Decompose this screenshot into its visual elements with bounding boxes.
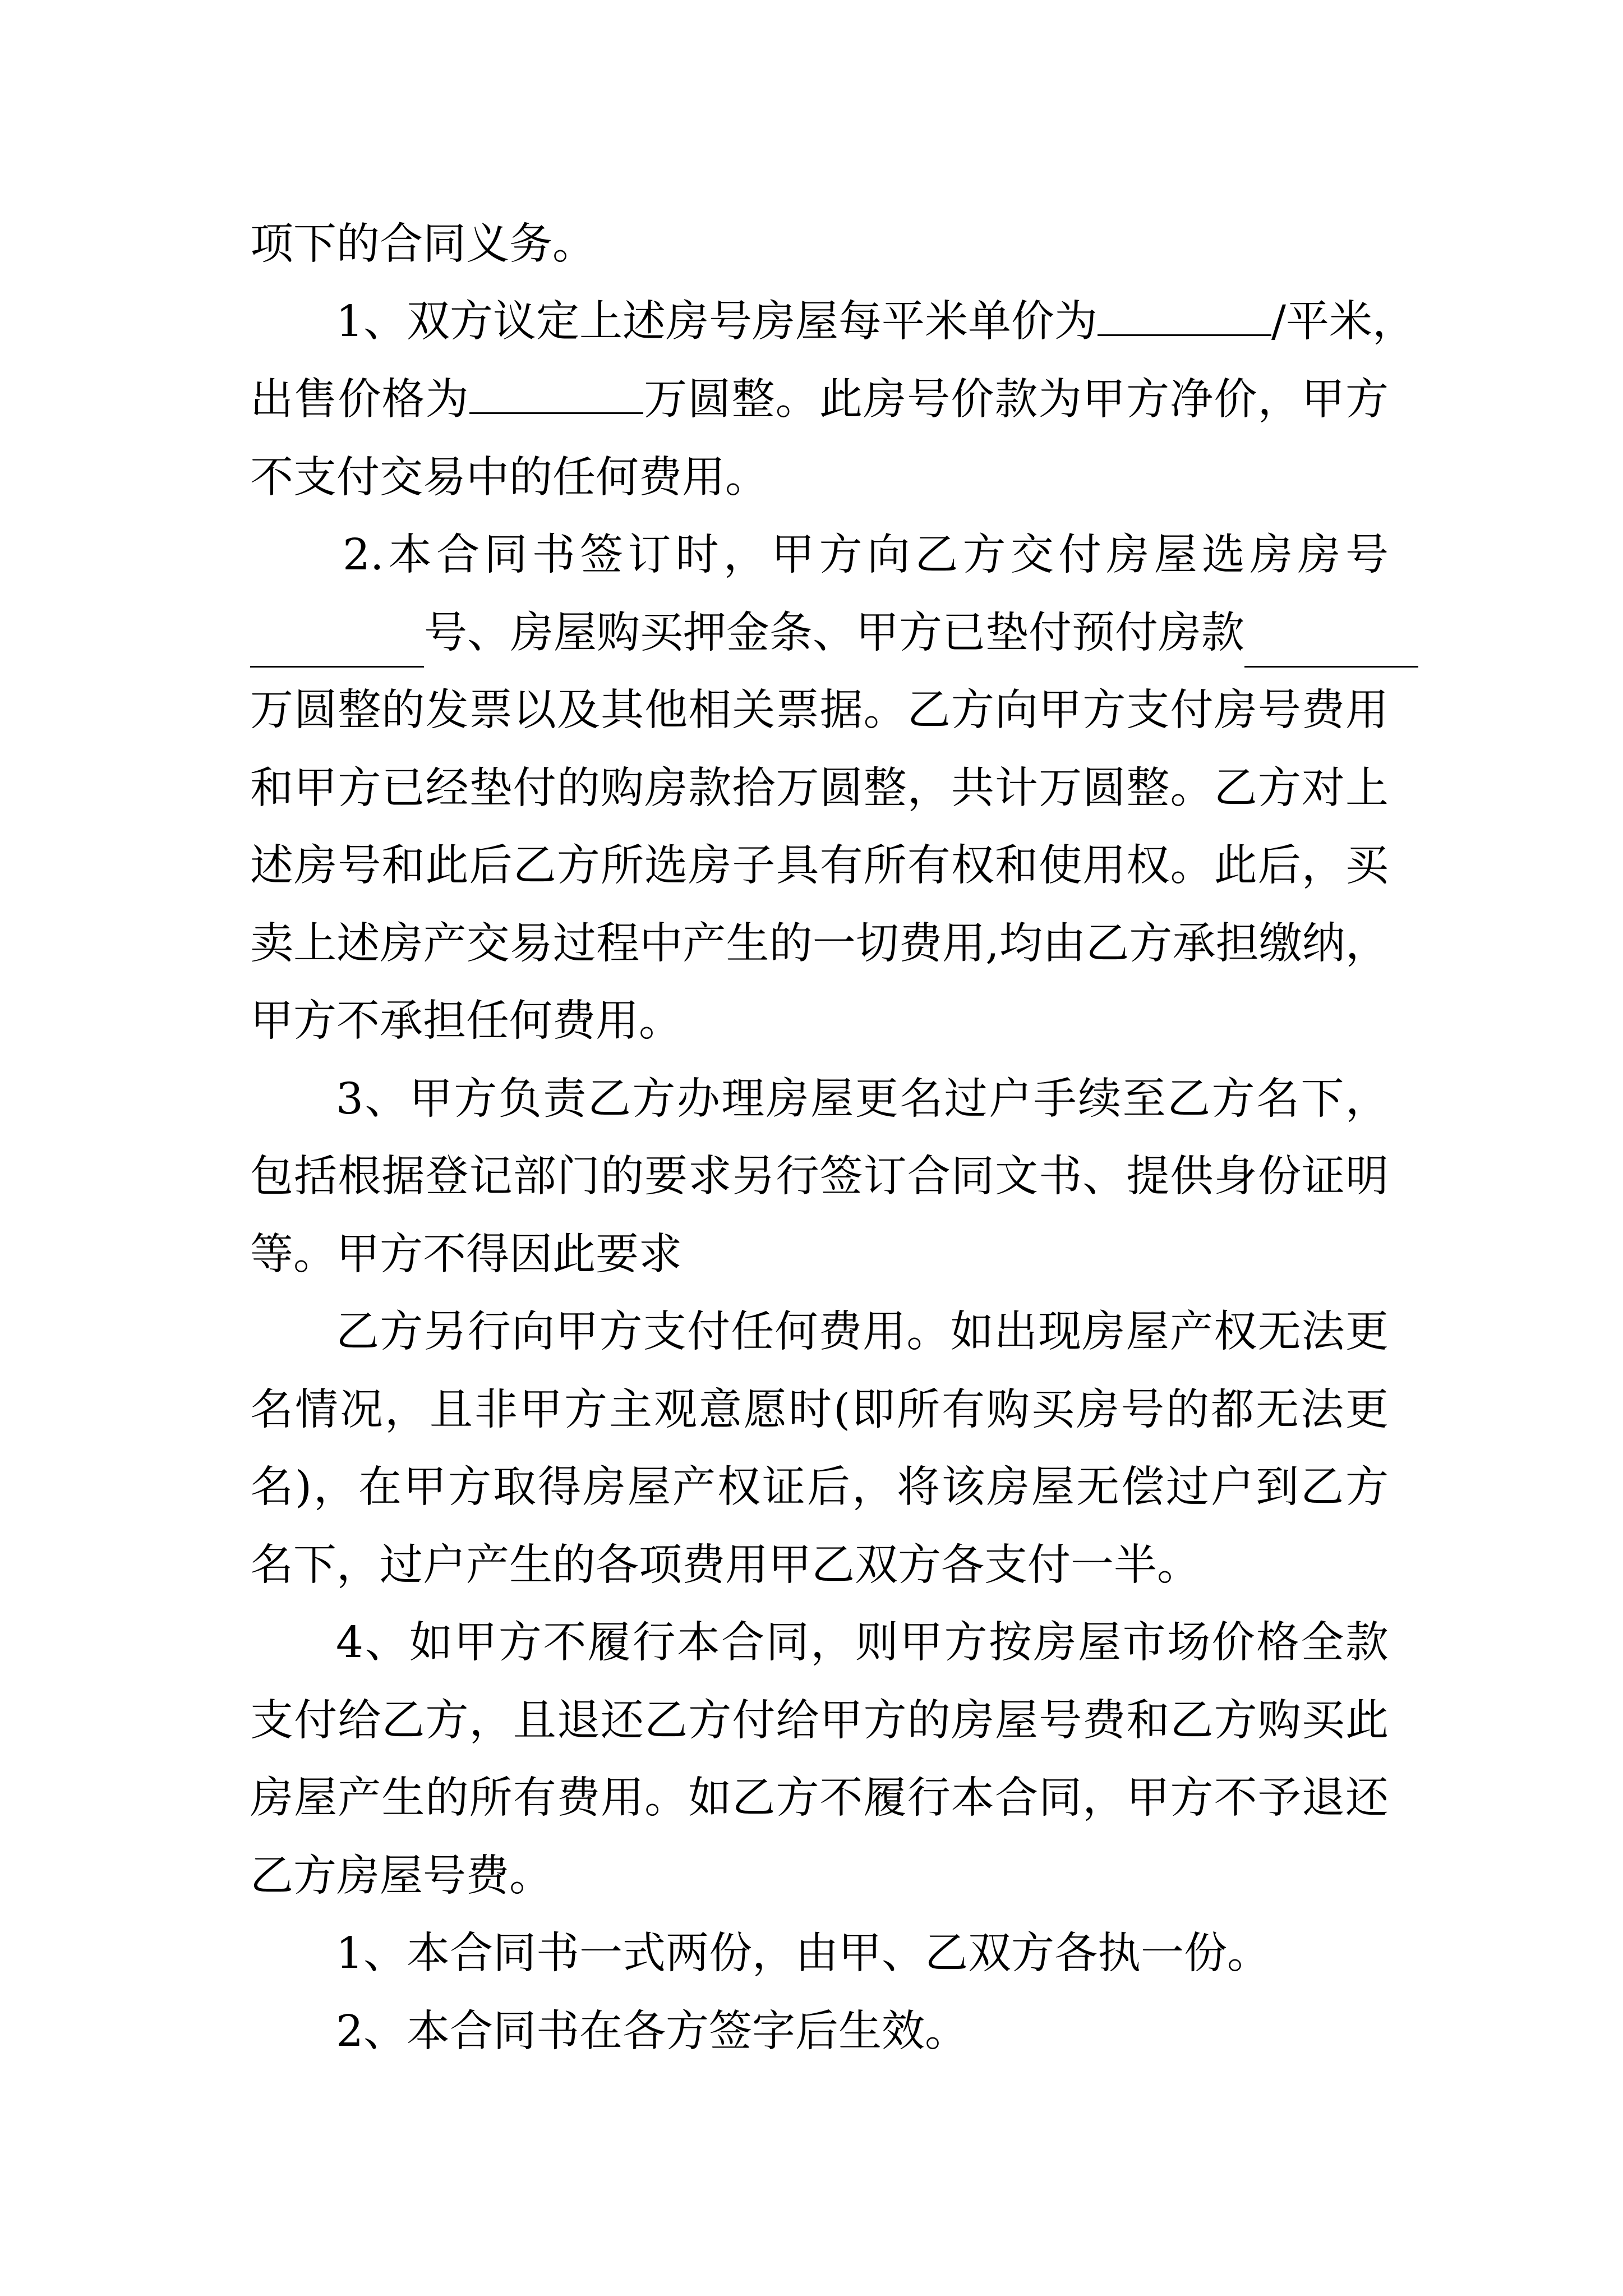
fill-in-blank-total-price [469, 380, 643, 414]
paragraph-line [250, 671, 1389, 750]
paragraph-line [250, 1216, 1389, 1294]
line-text: 项下的合同义务。 [250, 219, 596, 269]
paragraph-line [250, 827, 1389, 905]
line-text: 卖上述房产交易过程中产生的一切费用,均由乙方承担缴纳， [250, 919, 1389, 969]
fill-in-blank-prepaid-amount [1244, 633, 1418, 668]
paragraph-line [250, 594, 1389, 673]
line-text: 名下，过户产生的各项费用甲乙双方各支付一半。 [250, 1540, 1200, 1590]
paragraph-line [250, 1526, 1389, 1605]
line-text: 号、房屋购买押金条、甲方已垫付预付房款 [424, 608, 1244, 658]
line-text: 述房号和此后乙方所选房子具有所有权和使用权。此后，买 [250, 841, 1389, 891]
line-text: 不支付交易中的任何费用。 [250, 453, 768, 503]
paragraph-line [250, 1837, 1389, 1916]
line-text: 2、本合同书在各方签字后生效。 [336, 2007, 968, 2056]
line-text: /平米， [1271, 297, 1415, 347]
paragraph-line [250, 982, 1389, 1061]
paragraph-line [336, 1060, 1389, 1139]
paragraph-line [250, 1448, 1389, 1527]
line-text: 房屋产生的所有费用。如乙方不履行本合同，甲方不予退还 [250, 1773, 1389, 1823]
line-text: 等。甲方不得因此要求 [250, 1230, 682, 1280]
paragraph-line [250, 205, 1389, 284]
line-text: 万圆整。此房号价款为甲方净价，甲方 [643, 375, 1389, 425]
paragraph-line [250, 1371, 1389, 1450]
paragraph-line [250, 1682, 1389, 1760]
line-text: 3、甲方负责乙方办理房屋更名过户手续至乙方名下， [336, 1074, 1389, 1124]
paragraph-line [336, 283, 1415, 361]
paragraph-line [250, 439, 1389, 517]
line-text: 乙方房屋号费。 [250, 1851, 552, 1901]
line-text: 名)，在甲方取得房屋产权证后，将该房屋无偿过户到乙方 [250, 1462, 1389, 1512]
line-text: 4、如甲方不履行本合同，则甲方按房屋市场价格全款 [336, 1618, 1389, 1668]
paragraph-line [250, 749, 1389, 828]
line-text: 1、本合同书一式两份，由甲、乙双方各执一份。 [336, 1929, 1270, 1978]
fill-in-blank-unit-price [1098, 302, 1271, 336]
paragraph-line [336, 1915, 1389, 1993]
line-text: 支付给乙方，且退还乙方付给甲方的房屋号费和乙方购买此 [250, 1696, 1389, 1746]
line-text: 包括根据登记部门的要求另行签订合同文书、提供身份证明 [250, 1152, 1389, 1202]
line-text: 1、双方议定上述房号房屋每平米单价为 [336, 297, 1098, 347]
paragraph-line [336, 1293, 1389, 1372]
paragraph-line [250, 1759, 1389, 1838]
paragraph-line [250, 905, 1389, 983]
paragraph-line [336, 1993, 1389, 2071]
paragraph-line [336, 1604, 1389, 1682]
paragraph-line [343, 516, 1389, 595]
line-text: 和甲方已经垫付的购房款拾万圆整，共计万圆整。乙方对上 [250, 763, 1389, 813]
paragraph-line [250, 1138, 1389, 1216]
paragraph-line [250, 361, 1389, 439]
line-text: 2.本合同书签订时，甲方向乙方交付房屋选房房号 [343, 530, 1389, 580]
fill-in-blank-room-number [250, 633, 424, 668]
line-text: 出售价格为 [250, 375, 469, 425]
line-text: 甲方不承担任何费用。 [250, 996, 682, 1046]
line-text: 名情况，且非甲方主观意愿时(即所有购买房号的都无法更 [250, 1385, 1389, 1435]
line-text: 万圆整的发票以及其他相关票据。乙方向甲方支付房号费用 [250, 685, 1389, 735]
line-text: 乙方另行向甲方支付任何费用。如出现房屋产权无法更 [336, 1307, 1389, 1357]
